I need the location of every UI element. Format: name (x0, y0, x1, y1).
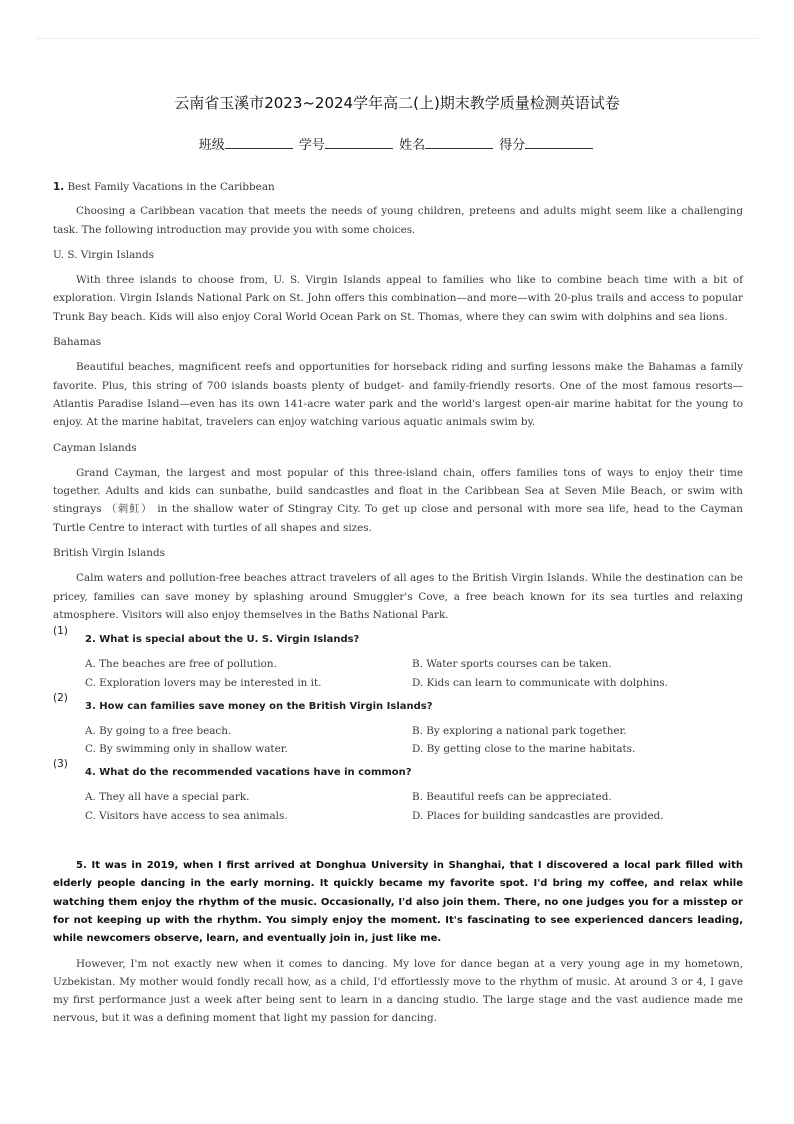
passage-intro: Choosing a Caribbean vacation that meets the needs of young children, preteens and adults might seem like a challenging task. The following introduction may provide you with some choices. (53, 205, 743, 236)
subquestion-2 (53, 691, 743, 759)
option-c[interactable]: C. Visitors have access to sea animals. (85, 809, 288, 822)
section-text: Grand Cayman, the largest and most popular of this three-island chain, offers families tons of ways to enjoy their time together. Adults and kids can sunbathe, build sandcastles and float in the Caribbean Sea at Seven Mile Beach, or swim with stingrays （刺魟） in the shallow water of Stingray City. To get up close and personal with more sea life, head to the Cayman Turtle Centre to interact with turtles of all shapes and sizes. (53, 466, 743, 534)
option-c[interactable]: C. By swimming only in shallow water. (85, 743, 288, 756)
option-a[interactable]: A. The beaches are free of pollution. (85, 658, 277, 671)
section-heading: British Virgin Islands (53, 547, 165, 560)
score-label: 得分 (499, 138, 526, 153)
option-a[interactable]: A. By going to a free beach. (85, 724, 232, 737)
exam-title: 云南省玉溪市2023~2024学年高二(上)期末教学质量检测英语试卷 (174, 94, 620, 112)
class-blank[interactable] (225, 136, 293, 149)
section-heading: Cayman Islands (53, 441, 137, 454)
option-grid (53, 788, 743, 825)
subquestion-1 (53, 625, 743, 692)
section-text: With three islands to choose from, U. S. Virgin Islands appeal to families who like to combine beach time with a bit of exploration. Virgin Islands National Park on St. John offers this combination—and more—with 20-plus trails and access to popular Trunk Bay beach. Kids will also enjoy Coral World Ocean Park on St. Thomas, where they can swim with dolphins and sea lions. (53, 274, 743, 323)
question-5-paragraph-2: However, I'm not exactly new when it comes to dancing. My love for dance began at a very young age in my hometown, Uzbekistan. My mother would fondly recall how, as a child, I'd effortlessly move to the rhythm of music. At around 3 or 4, I gave my first performance just a week after being sent to learn in a dancing studio. The large stage and the vast audience made me nervous, but it was a defining moment that light my passion for dancing. (53, 957, 743, 1025)
option-b[interactable]: B. By exploring a national park together. (412, 724, 627, 737)
question-number: 1. (53, 181, 65, 193)
class-label: 班级 (198, 138, 225, 153)
score-blank[interactable] (525, 136, 593, 149)
subquestion-index: (2) (53, 691, 68, 704)
exam-content (53, 178, 743, 1028)
subquestion-3 (53, 758, 743, 825)
option-grid (53, 722, 743, 759)
subquestion-stem: 2. What is special about the U. S. Virgin Islands? (85, 634, 360, 646)
option-c[interactable]: C. Exploration lovers may be interested in it. (85, 676, 322, 689)
option-d[interactable]: D. Places for building sandcastles are provided. (412, 809, 664, 822)
option-a[interactable]: A. They all have a special park. (85, 791, 250, 804)
student-info-line (0, 134, 794, 153)
option-grid (53, 655, 743, 692)
option-b[interactable]: B. Water sports courses can be taken. (412, 658, 612, 671)
student-id-blank[interactable] (325, 136, 393, 149)
option-d[interactable]: D. By getting close to the marine habitats. (412, 743, 636, 756)
subquestion-index: (1) (53, 625, 68, 638)
name-label: 姓名 (399, 138, 426, 153)
top-divider (36, 38, 758, 39)
question-5-passage: 5. It was in 2019, when I first arrived at Donghua University in Shanghai, that I discovered a local park filled with elderly people dancing in the early morning. It quickly became my favorite spot. I'd bring my coffee, and relax while watching them enjoy the rhythm of the music. Occasionally, I'd also join them. There, no one judges you for a misstep or for not keeping up with the rhythm. You simply enjoy the moment. It's fascinating to see experienced dancers leading, while newcomers observe, learn, and eventually join in, just like me. (53, 860, 743, 945)
option-b[interactable]: B. Beautiful reefs can be appreciated. (412, 791, 612, 804)
option-d[interactable]: D. Kids can learn to communicate with dolphins. (412, 676, 669, 689)
section-heading: Bahamas (53, 336, 102, 349)
subquestion-stem: 3. How can families save money on the British Virgin Islands? (85, 700, 433, 712)
section-heading: U. S. Virgin Islands (53, 248, 154, 261)
section-text: Beautiful beaches, magnificent reefs and opportunities for horseback riding and surfing lessons make the Bahamas a family favorite. Plus, this string of 700 islands boasts plenty of budget- and family-friendly resorts. One of the most famous resorts—Atlantis Paradise Island—even has its own 141-acre water park and the world's largest open-air marine habitat for the young to enjoy. At the marine habitat, travelers can enjoy watching various aquatic animals swim by. (53, 361, 743, 429)
question-1-title (53, 178, 743, 196)
passage-title: Best Family Vacations in the Caribbean (67, 181, 275, 193)
subquestion-index: (3) (53, 758, 68, 771)
section-text: Calm waters and pollution-free beaches attract travelers of all ages to the British Virgin Islands. While the destination can be pricey, families can save money by splashing around Smuggler's Cove, a free beach known for its sea turtles and relaxing atmosphere. Visitors will also enjoy themselves in the Baths National Park. (53, 572, 743, 621)
subquestion-stem: 4. What do the recommended vacations have in common? (85, 767, 412, 779)
name-blank[interactable] (425, 136, 493, 149)
student-id-label: 学号 (298, 138, 325, 153)
